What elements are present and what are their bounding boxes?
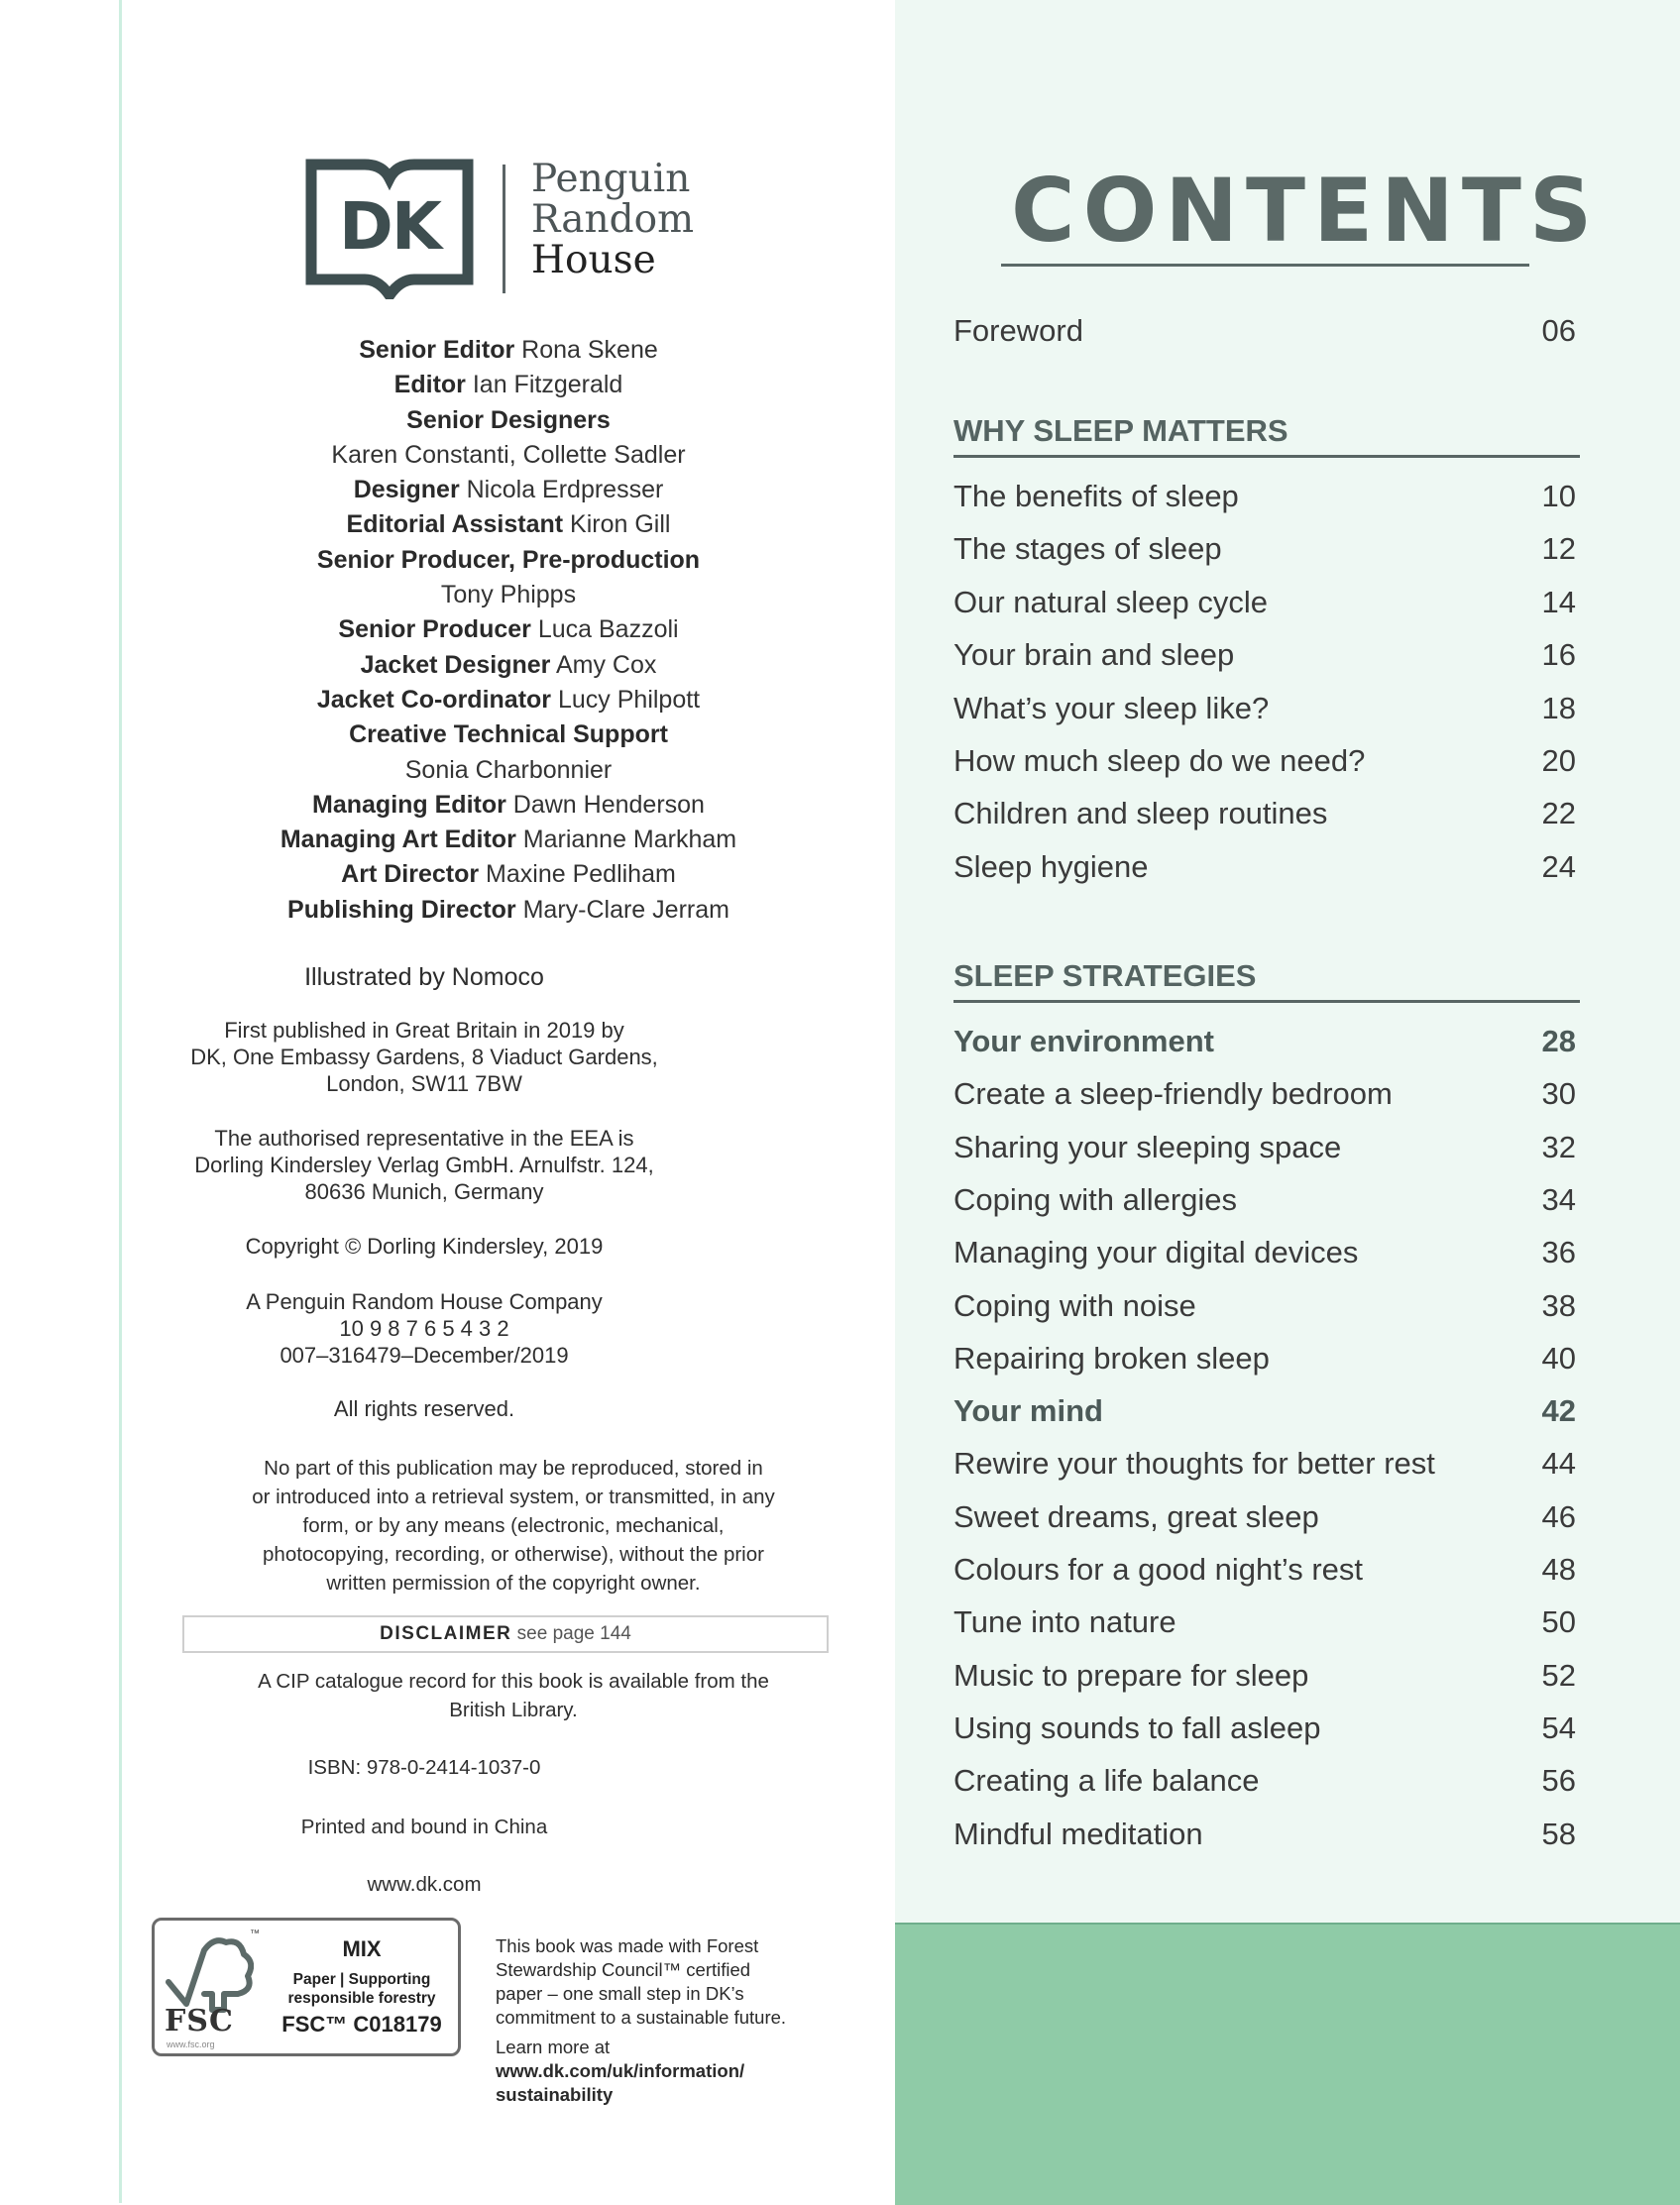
disclaimer-box: DISCLAIMER see page 144 <box>182 1615 829 1653</box>
toc-entry[interactable]: Managing your digital devices 36 <box>953 1235 1576 1270</box>
fsc-wordmark: FSC <box>165 2004 234 2039</box>
fsc-url: www.fsc.org <box>167 2040 215 2049</box>
credit-line: Senior Producer Luca Bazzoli <box>338 615 679 644</box>
credit-line: Jacket Co-ordinator Lucy Philpott <box>316 685 701 714</box>
section-heading-why-sleep-matters: WHY SLEEP MATTERS <box>953 413 1288 448</box>
illustrator-credit: Illustrated by Nomoco <box>304 963 544 991</box>
toc-entry[interactable]: Coping with allergies 34 <box>953 1181 1576 1217</box>
credit-line: Designer Nicola Erdpresser <box>353 476 664 504</box>
toc-entry[interactable]: Mindful meditation 58 <box>953 1816 1576 1851</box>
toc-entry[interactable]: Using sounds to fall asleep 54 <box>953 1709 1576 1745</box>
toc-entry[interactable]: How much sleep do we need? 20 <box>953 743 1576 778</box>
toc-entry[interactable]: Sweet dreams, great sleep 46 <box>953 1498 1576 1534</box>
credit-line: Publishing Director Mary-Clare Jerram <box>287 895 729 924</box>
toc-entry[interactable]: Coping with noise 38 <box>953 1287 1576 1323</box>
toc-entry[interactable]: Our natural sleep cycle 14 <box>953 584 1576 619</box>
credit-line: Senior Producer, Pre-production <box>316 545 701 574</box>
fsc-badge: ™ FSC www.fsc.org MIX Paper | Supporting responsible forestry FSC™ C018179 <box>152 1918 461 2056</box>
credit-line: Creative Technical Support <box>349 720 668 749</box>
dk-wordmark: DK <box>339 188 440 265</box>
toc-entry[interactable]: Creating a life balance 56 <box>953 1763 1576 1799</box>
eea-representative-notice: The authorised representative in the EEA is Dorling Kindersley Verlag GmbH. Arnulfstr. 124, 80636 Munich, Germany <box>194 1126 654 1204</box>
prh-line: House <box>531 238 656 282</box>
page-title: CONTENTS <box>1011 160 1601 262</box>
credit-line: Tony Phipps <box>440 581 577 609</box>
sustainability-link[interactable]: www.dk.com/uk/information/ sustainability <box>496 2060 745 2105</box>
toc-entry[interactable]: Colours for a good night’s rest 48 <box>953 1552 1576 1587</box>
fsc-description: Paper | Supporting responsible forestry <box>287 1971 436 2007</box>
staff-credits <box>181 333 836 928</box>
toc-entry[interactable]: Music to prepare for sleep 52 <box>953 1657 1576 1693</box>
penguin-random-house-wordmark <box>531 159 694 280</box>
credit-line: Karen Constanti, Collette Sadler <box>331 440 686 469</box>
credit-line: Editorial Assistant Kiron Gill <box>346 510 671 539</box>
toc-entry[interactable]: Sleep hygiene 24 <box>953 848 1576 884</box>
decorative-green-band <box>895 1923 1680 2205</box>
sustainability-note: This book was made with Forest Stewardship Council™ certified paper – one small step in DK’s commitment to a sustainable future. Learn more at www.dk.com/uk/information/ sustainability <box>496 1934 852 2107</box>
credit-line: Art Director Maxine Pedliham <box>341 860 676 889</box>
logo-divider <box>503 165 505 293</box>
credit-line: Sonia Charbonnier <box>404 755 613 784</box>
prh-line: Random <box>531 197 695 242</box>
credit-line: Managing Editor Dawn Henderson <box>312 790 705 819</box>
credit-line: Managing Art Editor Marianne Markham <box>280 826 737 854</box>
toc-entry[interactable]: The benefits of sleep 10 <box>953 479 1576 513</box>
toc-entry[interactable]: Sharing your sleeping space 32 <box>953 1129 1576 1164</box>
toc-entry[interactable]: Children and sleep routines 22 <box>953 796 1576 831</box>
reproduction-notice: No part of this publication may be reproduced, stored in or introduced into a retrieval system, or transmitted, in any form, or by any means (electronic, mechanical, photocopying, recording, or otherwise), without the prior written permission of the copyright owner. <box>252 1457 775 1595</box>
website-link[interactable]: www.dk.com <box>367 1873 482 1896</box>
toc-entry[interactable]: The stages of sleep 12 <box>953 531 1576 567</box>
credit-line: Jacket Designer Amy Cox <box>360 650 657 679</box>
rights-reserved: All rights reserved. <box>333 1396 515 1421</box>
page-edge-line <box>119 0 122 2203</box>
fsc-mix-label: MIX <box>342 1936 382 1961</box>
fsc-license-code: FSC™ C018179 <box>281 2012 442 2037</box>
toc-entry[interactable]: Rewire your thoughts for better rest 44 <box>953 1446 1576 1482</box>
credit-line: Editor Ian Fitzgerald <box>393 371 623 399</box>
section-heading-sleep-strategies: SLEEP STRATEGIES <box>953 958 1257 993</box>
company-print-info: A Penguin Random House Company 10 9 8 7 6 5 4 3 2 007–316479–December/2019 <box>246 1289 603 1368</box>
copyright-line: Copyright © Dorling Kindersley, 2019 <box>245 1234 604 1259</box>
section-underline <box>953 455 1580 458</box>
dk-prh-logo <box>305 159 722 302</box>
credit-line: Senior Editor Rona Skene <box>359 336 658 364</box>
printed-in: Printed and bound in China <box>300 1816 548 1838</box>
credit-line: Senior Designers <box>406 405 611 434</box>
toc-entry[interactable]: Your brain and sleep 16 <box>953 637 1576 673</box>
toc-entry[interactable]: Tune into nature 50 <box>953 1604 1576 1640</box>
first-published-notice: First published in Great Britain in 2019 by DK, One Embassy Gardens, 8 Viaduct Gardens, London, SW11 7BW <box>190 1018 658 1096</box>
toc-entry[interactable]: Repairing broken sleep 40 <box>953 1340 1576 1376</box>
prh-line: Penguin <box>531 157 691 201</box>
toc-subsection-entry[interactable]: Your mind 42 <box>953 1393 1576 1429</box>
toc-entry[interactable]: Foreword 06 <box>953 313 1576 348</box>
isbn: ISBN: 978-0-2414-1037-0 <box>307 1756 541 1779</box>
toc-subsection-entry[interactable]: Your environment 28 <box>953 1024 1576 1058</box>
cip-record-notice: A CIP catalogue record for this book is available from the British Library. <box>258 1670 769 1721</box>
toc-entry[interactable]: What’s your sleep like? 18 <box>953 690 1576 725</box>
section-underline <box>953 1000 1580 1003</box>
title-underline <box>1001 264 1529 267</box>
toc-entry[interactable]: Create a sleep-friendly bedroom 30 <box>953 1076 1576 1112</box>
